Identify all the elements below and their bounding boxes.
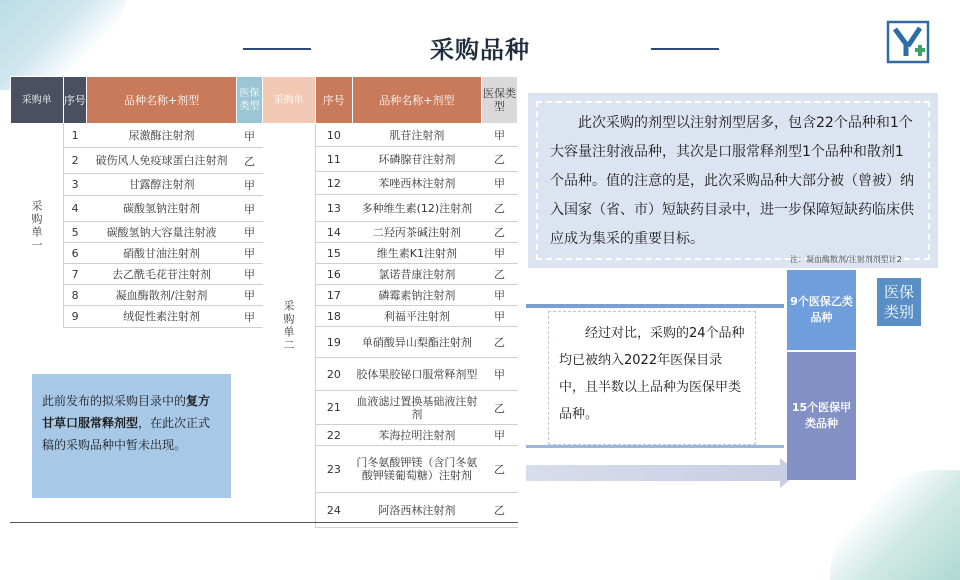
- cell-no: 19: [315, 327, 352, 358]
- cell-name: 硝酸甘油注射剂: [87, 243, 237, 264]
- cell-type: 乙: [481, 195, 517, 222]
- cell-type: 乙: [237, 148, 263, 174]
- left-header-no: 序号: [63, 77, 87, 124]
- cell-type: 乙: [481, 493, 517, 528]
- table-row: [11, 124, 263, 148]
- cell-type: 甲: [481, 358, 517, 391]
- decor-corner-bottom-right: [830, 470, 960, 580]
- cell-name: 磷霉素钠注射剂: [352, 285, 481, 306]
- cell-no: 18: [315, 306, 352, 327]
- brand-logo-icon: [886, 20, 930, 64]
- left-header-order: 采购单: [11, 77, 64, 124]
- cell-type: 甲: [237, 222, 263, 243]
- cell-type: 甲: [481, 124, 517, 147]
- segment-yi-class: 9个医保乙类品种: [787, 270, 856, 350]
- summary-box: [528, 93, 938, 268]
- cell-type: 乙: [481, 264, 517, 285]
- group-label: 采购单一: [11, 124, 64, 328]
- right-header-name: 品种名称+剂型: [352, 77, 481, 124]
- compare-bottom-line: [526, 445, 784, 448]
- cell-name: 利福平注射剂: [352, 306, 481, 327]
- segment-jia-class: 15个医保甲类品种: [787, 352, 856, 480]
- right-header-order: 采购单: [263, 77, 316, 124]
- cell-name: 环磷腺苷注射剂: [352, 147, 481, 172]
- cell-type: 甲: [481, 243, 517, 264]
- table-bottom-line: [10, 522, 518, 523]
- note-text-2: ，在此次正式稿的采购品种中暂未出现。: [42, 416, 211, 452]
- note-highlight: 复方甘草口服常释剂型: [42, 394, 211, 430]
- cell-type: 甲: [237, 264, 263, 285]
- summary-text: 此次采购的剂型以注射剂型居多，包含22个品种和1个大容量注射液品种，其次是口服常释剂型1个品种和散剂1个品种。值的注意的是，此次采购品种大部分被（曾被）纳入国家（省、市）短缺药目录中，进一步保障短缺药临床供应成为集采的重要目标。: [536, 101, 930, 260]
- cell-no: 24: [315, 493, 352, 528]
- cell-no: 11: [315, 147, 352, 172]
- cell-type: 乙: [481, 147, 517, 172]
- cell-name: 门冬氨酸钾镁（含门冬氨酸钾镁葡萄糖）注射剂: [352, 446, 481, 493]
- arrow-right-icon: [526, 458, 798, 488]
- cell-no: 22: [315, 425, 352, 446]
- cell-no: 14: [315, 222, 352, 243]
- cell-name: 碳酸氢钠大容量注射液: [87, 222, 237, 243]
- cell-type: 甲: [481, 425, 517, 446]
- left-header-type: 医保类型: [237, 77, 263, 124]
- cell-name: 多种维生素(12)注射剂: [352, 195, 481, 222]
- cell-type: 甲: [481, 306, 517, 327]
- cell-type: 甲: [237, 196, 263, 222]
- cell-name: 血液滤过置换基础液注射剂: [352, 391, 481, 425]
- cell-type: 甲: [237, 285, 263, 306]
- comparison-text: 经过对比，采购的24个品种均已被纳入2022年医保目录中，且半数以上品种为医保甲类品种。: [548, 311, 756, 445]
- cell-no: 10: [315, 124, 352, 147]
- cell-no: 2: [63, 148, 87, 174]
- cell-name: 去乙酰毛花苷注射剂: [87, 264, 237, 285]
- cell-type: 甲: [237, 124, 263, 148]
- right-table: [262, 76, 518, 528]
- compare-top-line: [526, 304, 784, 308]
- cell-no: 3: [63, 174, 87, 196]
- right-header-type: 医保类型: [481, 77, 517, 124]
- cell-no: 23: [315, 446, 352, 493]
- cell-name: 碳酸氢钠注射剂: [87, 196, 237, 222]
- cell-name: 甘露醇注射剂: [87, 174, 237, 196]
- cell-name: 尿激酶注射剂: [87, 124, 237, 148]
- cell-type: 甲: [481, 285, 517, 306]
- cell-name: 苯海拉明注射剂: [352, 425, 481, 446]
- right-header-no: 序号: [315, 77, 352, 124]
- cell-type: 甲: [237, 243, 263, 264]
- category-label: 医保类别: [877, 278, 921, 326]
- cell-no: 9: [63, 306, 87, 328]
- cell-no: 8: [63, 285, 87, 306]
- cell-type: 甲: [481, 172, 517, 195]
- note-box: [32, 374, 231, 498]
- left-table: [10, 76, 263, 328]
- table-row: [263, 124, 518, 147]
- cell-no: 13: [315, 195, 352, 222]
- cell-name: 二羟丙茶碱注射剂: [352, 222, 481, 243]
- cell-type: 甲: [237, 174, 263, 196]
- cell-type: 乙: [481, 391, 517, 425]
- cell-name: 苯唑西林注射剂: [352, 172, 481, 195]
- cell-type: 乙: [481, 222, 517, 243]
- cell-no: 21: [315, 391, 352, 425]
- cell-name: 单硝酸异山梨酯注射剂: [352, 327, 481, 358]
- left-header-name: 品种名称+剂型: [87, 77, 237, 124]
- cell-name: 肌苷注射剂: [352, 124, 481, 147]
- cell-no: 20: [315, 358, 352, 391]
- cell-no: 1: [63, 124, 87, 148]
- cell-no: 15: [315, 243, 352, 264]
- cell-name: 破伤风人免疫球蛋白注射剂: [87, 148, 237, 174]
- cell-no: 5: [63, 222, 87, 243]
- cell-no: 7: [63, 264, 87, 285]
- cell-name: 胶体果胶铋口服常释剂型: [352, 358, 481, 391]
- cell-no: 12: [315, 172, 352, 195]
- title-line-right: [651, 48, 719, 50]
- cell-name: 氯诺昔康注射剂: [352, 264, 481, 285]
- cell-no: 6: [63, 243, 87, 264]
- cell-name: 绒促性素注射剂: [87, 306, 237, 328]
- cell-type: 乙: [481, 327, 517, 358]
- cell-name: 维生素K1注射剂: [352, 243, 481, 264]
- cell-no: 4: [63, 196, 87, 222]
- page-title: 采购品种: [430, 36, 530, 64]
- cell-type: 甲: [237, 306, 263, 328]
- cell-no: 17: [315, 285, 352, 306]
- note-text-1: 此前发布的拟采购目录中的: [42, 394, 187, 408]
- cell-type: 乙: [481, 446, 517, 493]
- footnote: 注：凝血酶散剂/注射剂剂型计2: [790, 255, 902, 264]
- group-label: 采购单二: [263, 124, 316, 528]
- cell-no: 16: [315, 264, 352, 285]
- cell-name: 凝血酶散剂/注射剂: [87, 285, 237, 306]
- cell-name: 阿洛西林注射剂: [352, 493, 481, 528]
